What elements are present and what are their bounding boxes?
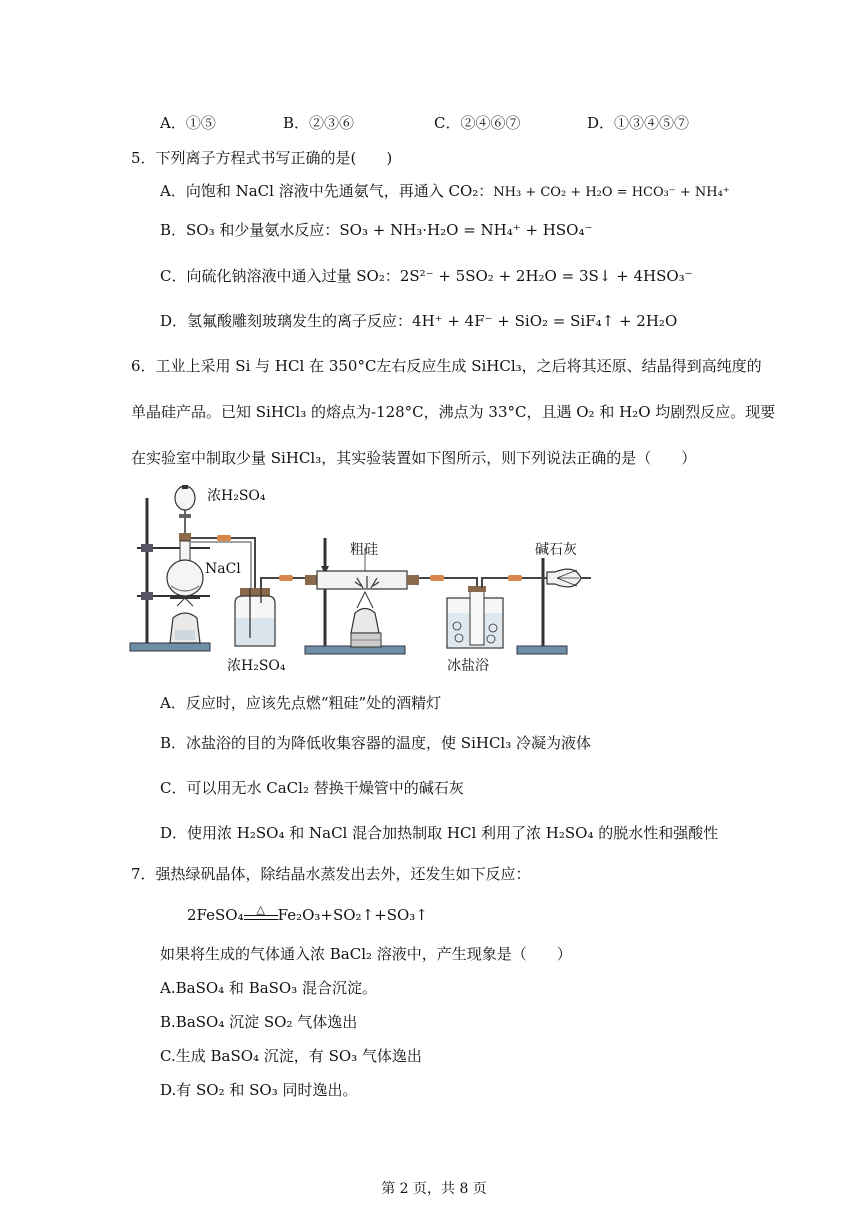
- apparatus-diagram: [125, 478, 735, 683]
- q6-stem-line1: 6．工业上采用 Si 与 HCl 在 350°C左右反应生成 SiHCl₃，之后将其还原、结晶得到高纯度的: [131, 357, 762, 375]
- q5-option-d: D．氢氟酸雕刻玻璃发生的离子反应：4H⁺ + 4F⁻ + SiO₂ = SiF₄↑ + 2H₂O: [160, 312, 678, 330]
- q7-option-a: A.BaSO₄ 和 BaSO₃ 混合沉淀。: [160, 979, 378, 997]
- q7-stem: 7．强热绿矾晶体，除结晶水蒸发出去外，还发生如下反应：: [131, 865, 531, 883]
- q5-option-b: B．SO₃ 和少量氨水反应：SO₃ + NH₃·H₂O = NH₄⁺ + HSO₄⁻: [160, 221, 593, 239]
- label-crude-silicon: 粗硅: [350, 542, 378, 558]
- q6-option-b: B．冰盐浴的目的为降低收集容器的温度，使 SiHCl₃ 冷凝为液体: [160, 734, 592, 752]
- q6-option-a: A．反应时，应该先点燃“粗硅”处的酒精灯: [160, 694, 442, 712]
- q7-option-b: B.BaSO₄ 沉淀 SO₂ 气体逸出: [160, 1013, 358, 1031]
- q7-equation: [187, 905, 428, 925]
- q5-stem: 5．下列离子方程式书写正确的是( ): [131, 149, 393, 167]
- label-conc-h2so4-top: 浓H₂SO₄: [207, 488, 266, 504]
- drying-tube: [525, 569, 591, 587]
- q5-option-a-text: A．向饱和 NaCl 溶液中先通氨气，再通入 CO₂：: [160, 182, 494, 200]
- q4-option-c: C．②④⑥⑦: [434, 114, 521, 132]
- q4-option-d: D．①③④⑤⑦: [587, 114, 690, 132]
- q7-eq-arrow: [244, 903, 278, 920]
- gas-washing-bottle: [235, 575, 305, 646]
- heat-symbol: △: [256, 903, 265, 916]
- page-footer: 第 2 页，共 8 页: [381, 1181, 487, 1197]
- label-conc-h2so4-bottom: 浓H₂SO₄: [227, 658, 286, 674]
- alcohol-lamp-2: [351, 592, 381, 647]
- q4-option-b: B．②③⑥: [283, 114, 355, 132]
- label-ice-salt-bath: 冰盐浴: [447, 658, 489, 674]
- q5-option-c: C．向硫化钠溶液中通入过量 SO₂：2S²⁻ + 5SO₂ + 2H₂O = 3S↓ + 4HSO₃⁻: [160, 267, 693, 285]
- separatory-funnel: [175, 485, 195, 538]
- q6-option-d: D．使用浓 H₂SO₄ 和 NaCl 混合加热制取 HCl 利用了浓 H₂SO₄ 的脱水性和强酸性: [160, 824, 719, 842]
- q6-stem-line3: 在实验室中制取少量 SiHCl₃，其实验装置如下图所示，则下列说法正确的是（ ）: [131, 449, 697, 467]
- q7-eq-right: Fe₂O₃+SO₂↑+SO₃↑: [277, 906, 428, 924]
- round-bottom-flask: [167, 533, 203, 598]
- label-nacl: NaCl: [205, 561, 241, 577]
- q7-option-d: D.有 SO₂ 和 SO₃ 同时逸出。: [160, 1081, 358, 1099]
- q6-stem-line2: 单晶硅产品。已知 SiHCl₃ 的熔点为-128°C，沸点为 33°C，且遇 O₂ 和 H₂O 均剧烈反应。现要: [131, 403, 776, 421]
- q5-option-a-equation: NH₃ + CO₂ + H₂O = HCO₃⁻ + NH₄⁺: [493, 185, 730, 200]
- q7-option-c: C.生成 BaSO₄ 沉淀，有 SO₃ 气体逸出: [160, 1047, 422, 1065]
- q5-option-a: [160, 181, 730, 201]
- q7-sub-stem: 如果将生成的气体通入浓 BaCl₂ 溶液中，产生现象是（ ）: [160, 945, 572, 963]
- q7-eq-left: 2FeSO₄: [187, 906, 244, 924]
- label-soda-lime: 碱石灰: [535, 542, 577, 558]
- alcohol-lamp-1: [170, 598, 200, 643]
- ice-salt-bath: [447, 575, 525, 648]
- q4-option-a: A．①⑤: [160, 114, 216, 132]
- q6-option-c: C．可以用无水 CaCl₂ 替换干燥管中的碱石灰: [160, 779, 464, 797]
